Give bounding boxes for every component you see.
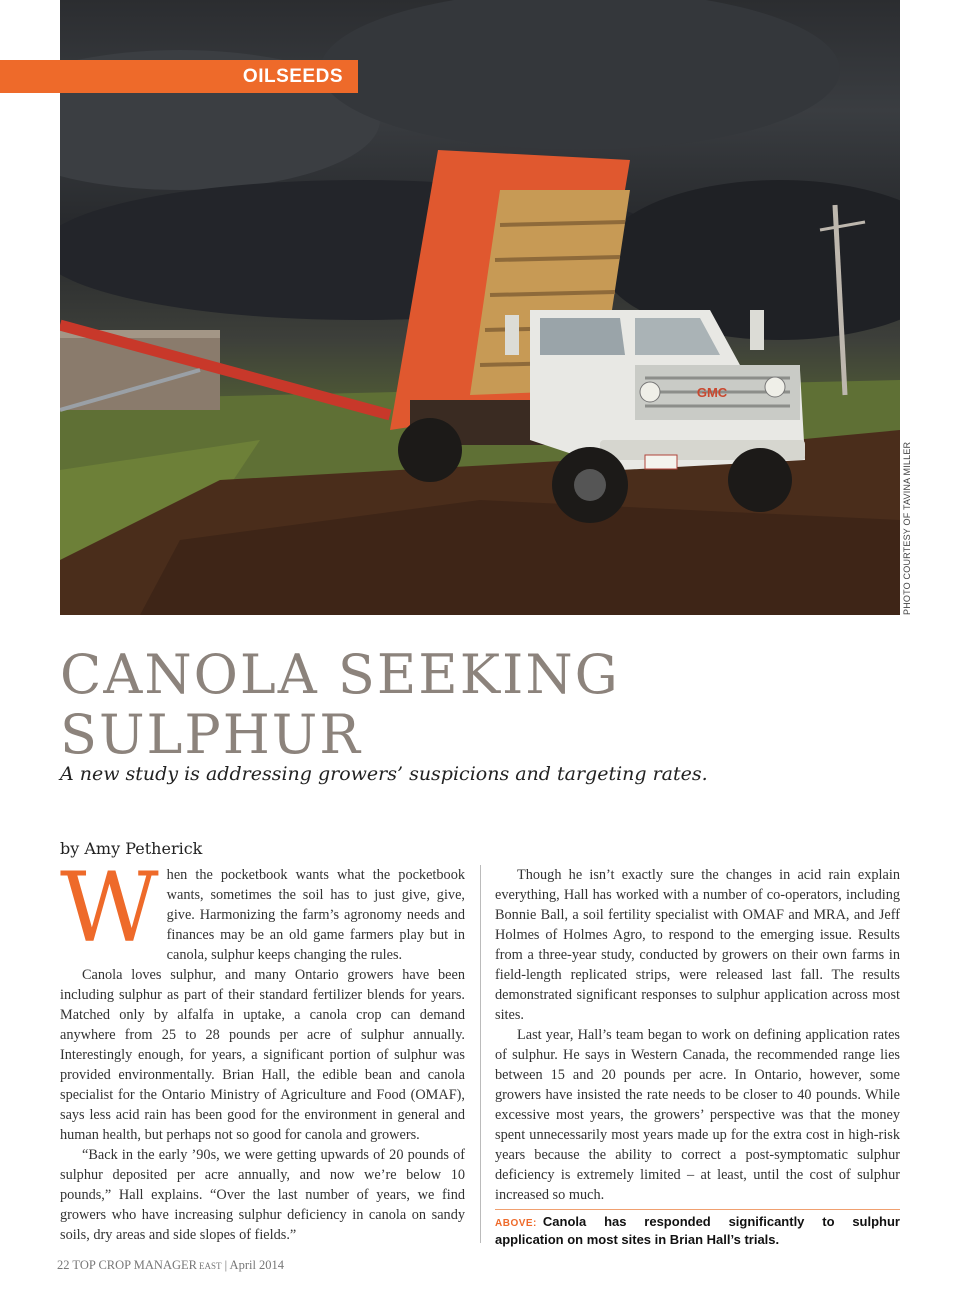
page-footer [57, 1258, 284, 1273]
photo-credit: PHOTO COURTESY OF TAVINA MILLER [902, 441, 912, 615]
footer-separator: | [224, 1258, 228, 1272]
headline-line-2: SULPHUR [60, 703, 362, 766]
body-column-right [495, 865, 900, 1205]
drop-cap: W [60, 852, 159, 964]
caption-text: Canola has responded significantly to sulphur application on most sites in Brian Hall’s trials. [495, 1214, 900, 1247]
page-number: 22 [57, 1258, 70, 1272]
side-mirror-right [750, 310, 764, 350]
front-wheel-right [728, 448, 792, 512]
headlight-right [765, 377, 785, 397]
paragraph [60, 852, 465, 965]
paragraph-text: hen the pocketbook wants what the pocketbook wants, sometimes the soil has to just give, give, give. Harmonizing the farm’s agronomy needs and finances may be an old game farmers play but in canola, sulphur keeps changing the rules. [166, 867, 465, 963]
cab-window [540, 318, 625, 355]
body-column-left [60, 852, 465, 1245]
paragraph: Last year, Hall’s team began to work on defining application rates of sulphur. He says in Western Canada, the recommended range lies between 15 and 20 pounds per acre. In Ontario, however, some growers have insisted the rate needs to be closer to 40 pounds. While excessive most years, the growers’ perspective was that the money spent unnecessarily most years made up for the extra cost in high-risk years because the ability to correct a post-symptomatic sulphur deficiency is extremely limited – at least, until the cost of sulphur increased so much. [495, 1027, 900, 1203]
rear-wheel [398, 418, 462, 482]
paragraph: Though he isn’t exactly sure the changes in acid rain explain everything, Hall has worked with a number of co-operators, including Bonnie Ball, a soil fertility specialist with OMAF and MRA, and Jeff Holmes of Holmes Agro, to respond to the emerging issue. Results from a three-year study, conducted by growers on their own farms in field-length replicated strips, were released last fall. The results demonstrated significant responses to sulphur application across most sites. [495, 867, 900, 1023]
headlight-left [640, 382, 660, 402]
section-tag [0, 60, 358, 93]
magazine-edition: EAST [198, 1261, 222, 1271]
front-hub [574, 469, 606, 501]
paragraph: Canola loves sulphur, and many Ontario growers have been including sulphur as part of their standard fertilizer blends for years. Matched only by alfalfa in uptake, a canola crop can demand anywhere from 25 to 28 pounds per acre of sulphur annually. Interestingly enough, for years, a significant portion of sulphur was provided environmentally. Brian Hall, the edible bean and canola specialist for the Ontario Ministry of Agriculture and Food (OMAF), says less acid rain has been good for the environment in general and human health, but perhaps not so good for canola and growers. [60, 967, 465, 1143]
headline-line-1: CANOLA SEEKING [60, 643, 620, 706]
storm-cloud [320, 0, 840, 150]
paragraph: “Back in the early ’90s, we were getting upwards of 20 pounds of sulphur deposited per acre annually, and now we’re below 10 pounds,” Hall explains. “Over the last number of years, we find growers who have increasing sulphur deficiency in canola on sandy soils, dry areas and side slopes of fields.” [60, 1147, 465, 1243]
deck: A new study is addressing growers’ suspicions and targeting rates. [60, 763, 708, 785]
caption-divider [495, 1209, 900, 1210]
byline: by Amy Petherick [60, 839, 203, 858]
side-mirror-left [505, 315, 519, 355]
caption-lead: ABOVE: [495, 1218, 537, 1229]
column-divider [480, 865, 481, 1243]
section-label: OILSEEDS [242, 65, 343, 87]
headline [60, 645, 620, 765]
issue-date: April 2014 [229, 1258, 285, 1272]
magazine-name: TOP CROP MANAGER [72, 1258, 197, 1272]
photo-caption [495, 1214, 900, 1248]
grille-badge: GMC [696, 385, 728, 400]
license-plate [645, 455, 677, 469]
